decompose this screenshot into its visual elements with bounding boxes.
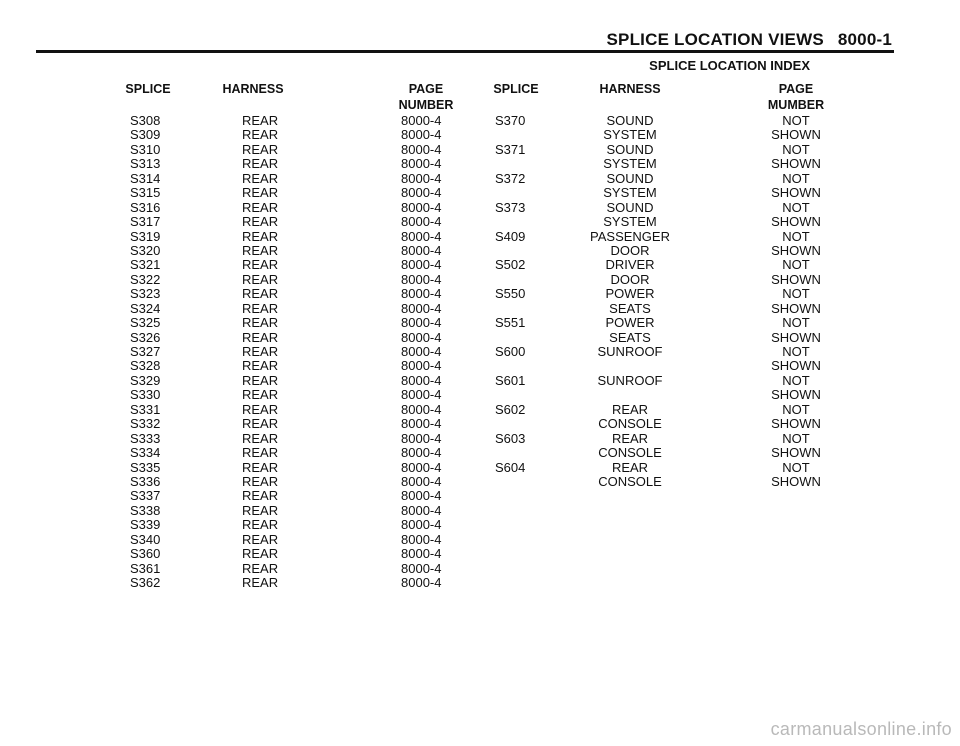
page-number-cell: 8000-4 [401,546,442,562]
splice-id-cell: S321 [130,257,161,273]
right-header-harness: HARNESS [599,82,661,96]
left-header-page-line1: PAGE [408,82,444,96]
page-number-cell: 8000-4 [401,502,442,518]
splice-id-cell: S604 [495,459,526,475]
left-page-column [401,114,461,590]
harness-cell: REAR [242,517,279,533]
splice-id-cell: S316 [130,199,161,215]
right-header-page [748,81,844,113]
harness-cell: POWER [605,286,655,302]
harness-cell: REAR [242,488,279,504]
harness-cell: REAR [242,300,279,316]
splice-id-cell: S334 [130,445,161,461]
harness-cell: SEATS [609,300,651,316]
page-number-cell: NOT [782,286,810,302]
page-number-cell: SHOWN [771,300,821,316]
splice-id-cell: S409 [495,228,526,244]
page-number-cell: 8000-4 [401,329,442,345]
splice-id-cell [495,215,555,229]
harness-cell: CONSOLE [598,416,662,432]
page-number-cell: 8000-4 [401,430,442,446]
splice-id-cell: S322 [130,271,161,287]
page-number-cell: SHOWN [771,416,821,432]
splice-id-cell: S602 [495,401,526,417]
page-number-cell: SHOWN [771,127,821,143]
page-number-cell: 8000-4 [401,473,442,489]
page-number-cell: 8000-4 [401,113,442,128]
harness-cell: REAR [242,358,279,374]
harness-cell: REAR [242,387,279,403]
harness-cell: SEATS [609,329,651,345]
page-number-cell: 8000-4 [401,488,442,504]
splice-id-cell: S315 [130,185,161,201]
splice-id-cell [495,128,555,142]
splice-id-cell: S308 [130,113,161,128]
harness-cell: REAR [242,344,279,359]
watermark: carmanualsonline.info [770,719,952,739]
splice-id-cell [495,475,555,489]
splice-id-cell: S332 [130,416,161,432]
page-title [0,30,892,50]
splice-id-cell: S338 [130,502,161,518]
splice-id-cell: S339 [130,517,161,533]
page-number-cell: SHOWN [771,156,821,172]
splice-id-cell [495,359,555,373]
page-number-cell: 8000-4 [401,358,442,374]
page-number-cell: 8000-4 [401,185,442,201]
page-number-cell: 8000-4 [401,517,442,533]
page-number-cell: 8000-4 [401,228,442,244]
harness-cell: REAR [242,141,279,157]
harness-cell: DRIVER [605,257,655,273]
page-number-cell: NOT [782,344,810,359]
page-number-cell: 8000-4 [401,156,442,172]
splice-id-cell [495,302,555,316]
splice-id-cell: S324 [130,300,161,316]
splice-id-cell [495,186,555,200]
page-number-cell: 8000-4 [401,170,442,186]
splice-id-cell: S371 [495,141,526,157]
harness-cell: REAR [242,329,279,345]
harness-cell: REAR [242,271,279,287]
harness-cell: REAR [242,228,279,244]
page-number-cell: SHOWN [771,329,821,345]
splice-id-cell: S601 [495,372,526,388]
page-number-cell: 8000-4 [401,257,442,273]
left-harness-column [242,114,302,590]
harness-cell: DOOR [610,242,650,258]
page-number-cell: 8000-4 [401,344,442,359]
harness-cell [570,388,690,402]
splice-id-cell: S323 [130,286,161,302]
harness-cell: REAR [242,170,279,186]
page-number-cell: 8000-4 [401,214,442,230]
harness-cell: REAR [242,214,279,230]
page-number-cell: SHOWN [771,242,821,258]
splice-id-cell: S330 [130,387,161,403]
page-number-cell: SHOWN [771,387,821,403]
splice-id-cell: S320 [130,242,161,258]
splice-id-cell: S319 [130,228,161,244]
splice-id-cell [495,446,555,460]
harness-cell: PASSENGER [590,228,670,244]
page-number-cell: 8000-4 [401,401,442,417]
harness-cell: REAR [611,401,649,417]
harness-cell: REAR [242,315,279,331]
harness-cell: REAR [242,257,279,273]
harness-cell: REAR [242,575,279,590]
harness-cell: SYSTEM [603,156,657,172]
page-number-cell: 8000-4 [401,199,442,215]
page-number-cell: NOT [782,257,810,273]
page-number-cell: 8000-4 [401,416,442,432]
harness-cell: REAR [242,502,279,518]
splice-id-cell: S331 [130,401,161,417]
left-header-page-line2: NUMBER [398,98,454,112]
harness-cell: REAR [242,430,279,446]
page-number: 8000-1 [837,30,892,49]
splice-id-cell: S326 [130,329,161,345]
section-subtitle: SPLICE LOCATION INDEX [649,58,810,73]
harness-cell: REAR [242,473,279,489]
splice-id-cell: S309 [130,127,161,143]
splice-id-cell [495,157,555,171]
header-rule [36,50,894,53]
page-number-cell: SHOWN [771,214,821,230]
harness-cell: SYSTEM [603,214,657,230]
splice-id-cell: S337 [130,488,161,504]
harness-cell: REAR [242,546,279,562]
left-header-harness: HARNESS [222,82,284,96]
harness-cell: REAR [611,459,649,475]
page-number-cell: 8000-4 [401,445,442,461]
harness-cell: REAR [242,401,279,417]
splice-id-cell: S340 [130,531,161,547]
splice-id-cell: S551 [495,315,526,331]
page-number-cell: NOT [782,372,810,388]
harness-cell: REAR [242,156,279,172]
splice-id-cell: S370 [495,113,526,128]
page-number-cell: NOT [782,141,810,157]
harness-cell: SUNROOF [597,372,663,388]
splice-id-cell: S310 [130,141,161,157]
page-number-cell: SHOWN [771,358,821,374]
page-number-cell: NOT [782,315,810,331]
harness-cell: DOOR [610,271,650,287]
harness-cell: REAR [242,113,279,128]
splice-id-cell: S327 [130,344,161,359]
harness-cell: REAR [242,531,279,547]
harness-cell: REAR [242,199,279,215]
page-number-cell: 8000-4 [401,286,442,302]
splice-id-cell: S360 [130,546,161,562]
splice-id-cell: S600 [495,344,526,359]
page-number-cell: 8000-4 [401,127,442,143]
page-number-cell: SHOWN [771,271,821,287]
splice-id-cell: S329 [130,372,161,388]
page-number-cell: 8000-4 [401,459,442,475]
harness-cell: SUNROOF [597,344,663,359]
page-number-cell: SHOWN [771,473,821,489]
splice-id-cell [495,331,555,345]
right-splice-column [495,114,555,489]
page-number-cell: NOT [782,170,810,186]
harness-cell: REAR [242,416,279,432]
page-number-cell: 8000-4 [401,372,442,388]
right-header-page-line2: MUMBER [767,98,825,112]
splice-id-cell: S325 [130,315,161,331]
left-splice-column [130,114,190,590]
page-number-cell: NOT [782,113,810,128]
harness-cell: REAR [242,560,279,576]
harness-cell: SOUND [606,170,654,186]
harness-cell: CONSOLE [598,445,662,461]
left-header-page [374,81,478,113]
page-number-cell: 8000-4 [401,575,442,590]
splice-id-cell: S336 [130,473,161,489]
splice-id-cell: S333 [130,430,161,446]
splice-id-cell: S328 [130,358,161,374]
page-number-cell: 8000-4 [401,315,442,331]
harness-cell: CONSOLE [598,473,662,489]
harness-cell: SOUND [606,141,654,157]
page-number-cell: 8000-4 [401,387,442,403]
harness-cell: REAR [242,242,279,258]
harness-cell: REAR [242,445,279,461]
harness-cell: SOUND [606,113,654,128]
harness-cell: REAR [242,127,279,143]
splice-id-cell [495,244,555,258]
page-number-cell: NOT [782,199,810,215]
page-number-cell: SHOWN [771,185,821,201]
page-number-cell: 8000-4 [401,300,442,316]
page-number-cell: 8000-4 [401,141,442,157]
page-number-cell: NOT [782,401,810,417]
page-number-cell: 8000-4 [401,242,442,258]
harness-cell: SOUND [606,199,654,215]
splice-id-cell: S335 [130,459,161,475]
harness-cell: POWER [605,315,655,331]
page-number-cell: NOT [782,228,810,244]
right-page-column [748,114,844,489]
splice-id-cell: S313 [130,156,161,172]
harness-cell: REAR [242,372,279,388]
page-number-cell: 8000-4 [401,271,442,287]
splice-id-cell: S362 [130,575,161,590]
page-number-cell: NOT [782,459,810,475]
page-number-cell: 8000-4 [401,560,442,576]
left-header-splice: SPLICE [125,82,171,96]
harness-cell: REAR [242,459,279,475]
harness-cell: REAR [242,286,279,302]
splice-id-cell [495,273,555,287]
harness-cell [570,359,690,373]
splice-id-cell: S550 [495,286,526,302]
page-number-cell: 8000-4 [401,531,442,547]
harness-cell: SYSTEM [603,127,657,143]
page-title-text: SPLICE LOCATION VIEWS [606,30,824,49]
page-number-cell: SHOWN [771,445,821,461]
splice-id-cell: S314 [130,170,161,186]
splice-id-cell [495,388,555,402]
right-harness-column [570,114,690,489]
right-header-splice: SPLICE [493,82,539,96]
splice-id-cell: S373 [495,199,526,215]
splice-id-cell: S361 [130,560,161,576]
splice-id-cell: S317 [130,214,161,230]
splice-id-cell [495,417,555,431]
page-number-cell: NOT [782,430,810,446]
harness-cell: REAR [242,185,279,201]
right-header-page-line1: PAGE [778,82,814,96]
harness-cell: SYSTEM [603,185,657,201]
splice-id-cell: S603 [495,430,526,446]
harness-cell: REAR [611,430,649,446]
splice-id-cell: S372 [495,170,526,186]
splice-id-cell: S502 [495,257,526,273]
